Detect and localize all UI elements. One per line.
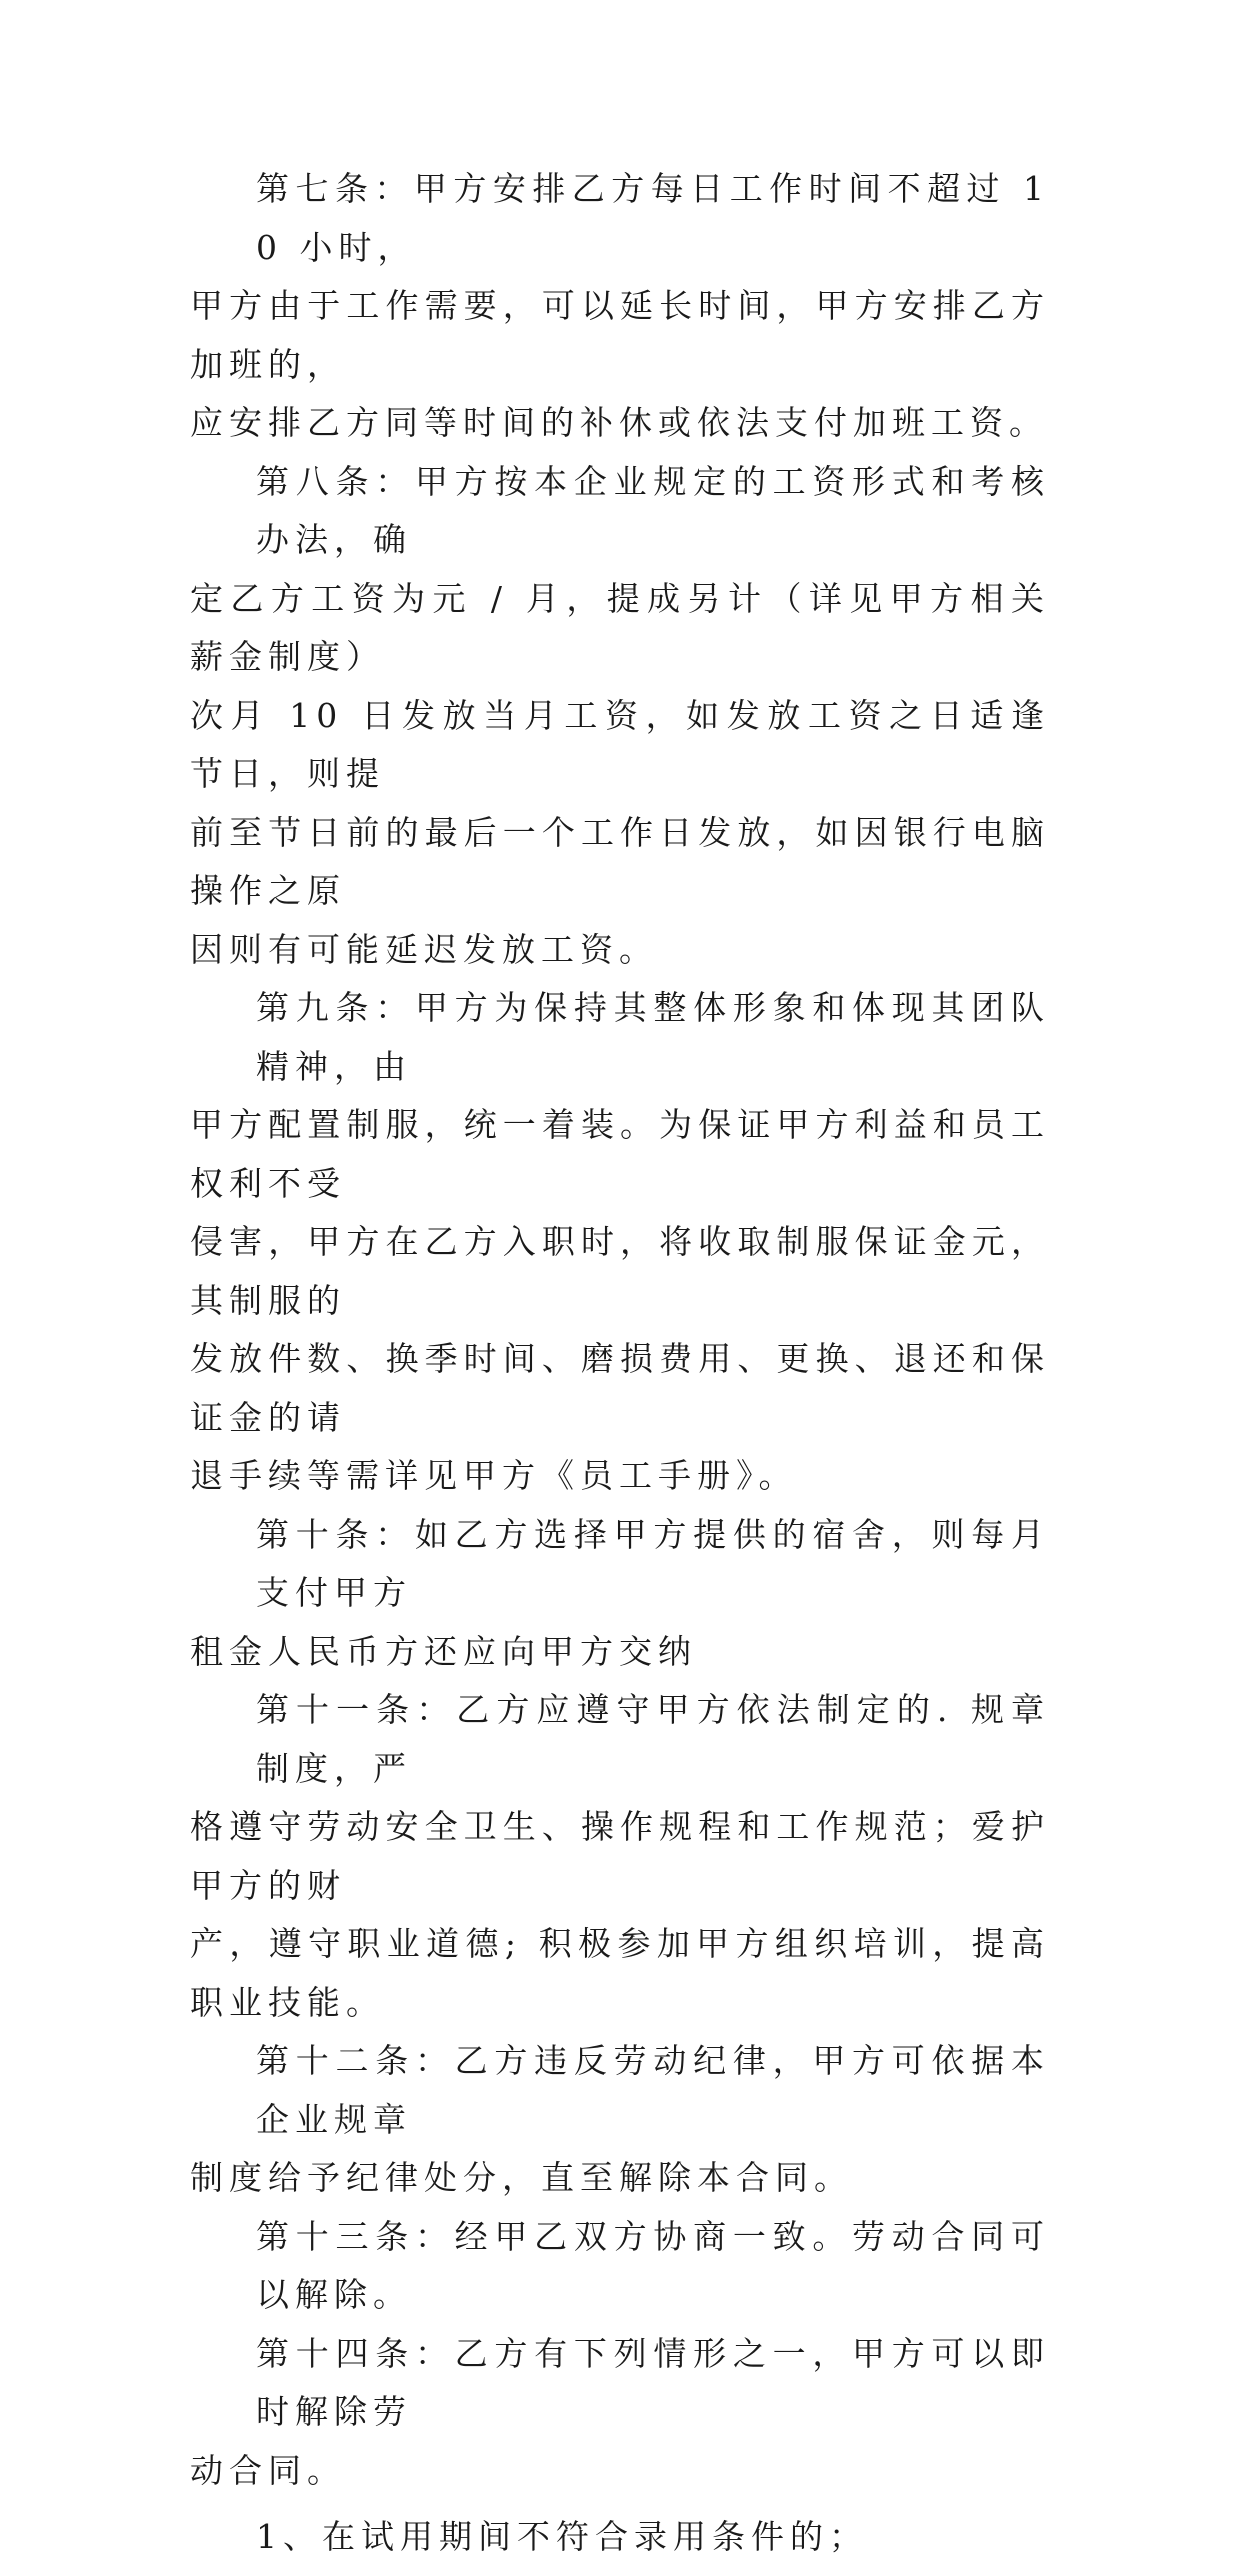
- text-line: 应安排乙方同等时间的补休或依法支付加班工资。: [190, 403, 1048, 442]
- text-line: 动合同。: [190, 2450, 346, 2490]
- text-line: 前至节日前的最后一个工作日发放，如因银行电脑操作之原: [190, 812, 1050, 910]
- text-line: 格遵守劳动安全卫生、操作规程和工作规范；爱护甲方的财: [190, 1807, 1050, 1905]
- document-body: [190, 160, 1050, 2567]
- text-line: 第十二条：乙方违反劳动纪律，甲方可依据本企业规章: [256, 2041, 1050, 2139]
- paragraph-article-14: [190, 2325, 1050, 2501]
- paragraph-article-7: [190, 160, 1050, 453]
- text-line: 因则有可能延迟发放工资。: [190, 929, 658, 969]
- text-line: 1、在试用期间不符合录用条件的；: [256, 2517, 868, 2556]
- text-line: 定乙方工资为元 / 月，提成另计（详见甲方相关薪金制度）: [190, 578, 1050, 676]
- paragraph-article-11: [190, 1681, 1050, 2032]
- text-line: 第十一条：乙方应遵守甲方依法制定的. 规章制度，严: [256, 1690, 1050, 1788]
- text-line: 甲方由于工作需要，可以延长时间，甲方安排乙方加班的，: [190, 286, 1050, 384]
- text-line: 第十三条：经甲乙双方协商一致。劳动合同可以解除。: [256, 2216, 1050, 2314]
- paragraph-article-8: [190, 453, 1050, 980]
- text-line: 次月 10 日发放当月工资，如发放工资之日适逢节日，则提: [190, 695, 1050, 793]
- text-line: 第九条：甲方为保持其整体形象和体现其团队精神，由: [256, 988, 1050, 1086]
- paragraph-article-12: [190, 2032, 1050, 2208]
- text-line: 第十四条：乙方有下列情形之一，甲方可以即时解除劳: [256, 2333, 1050, 2431]
- text-line: 甲方配置制服，统一着装。为保证甲方利益和员工权利不受: [190, 1105, 1050, 1203]
- paragraph-article-9: [190, 979, 1050, 1506]
- text-line: 发放件数、换季时间、磨损费用、更换、退还和保证金的请: [190, 1339, 1050, 1437]
- text-line: 第十条：如乙方选择甲方提供的宿舍，则每月支付甲方: [256, 1514, 1050, 1612]
- text-line: 产，遵守职业道德; 积极参加甲方组织培训，提高职业技能。: [190, 1924, 1050, 2022]
- text-line: 侵害，甲方在乙方入职时，将收取制服保证金元，其制服的: [190, 1222, 1050, 1320]
- paragraph-article-10: [190, 1506, 1050, 1682]
- text-line: 租金人民币方还应向甲方交纳: [190, 1631, 697, 1671]
- text-line: 第八条：甲方按本企业规定的工资形式和考核办法，确: [256, 461, 1050, 559]
- text-line: 制度给予纪律处分，直至解除本合同。: [190, 2158, 853, 2197]
- paragraph-item-1: [190, 2508, 1050, 2567]
- text-line: 第七条：甲方安排乙方每日工作时间不超过 10 小时，: [256, 169, 1050, 267]
- paragraph-article-13: [190, 2208, 1050, 2325]
- text-line: 退手续等需详见甲方《员工手册》。: [190, 1456, 798, 1495]
